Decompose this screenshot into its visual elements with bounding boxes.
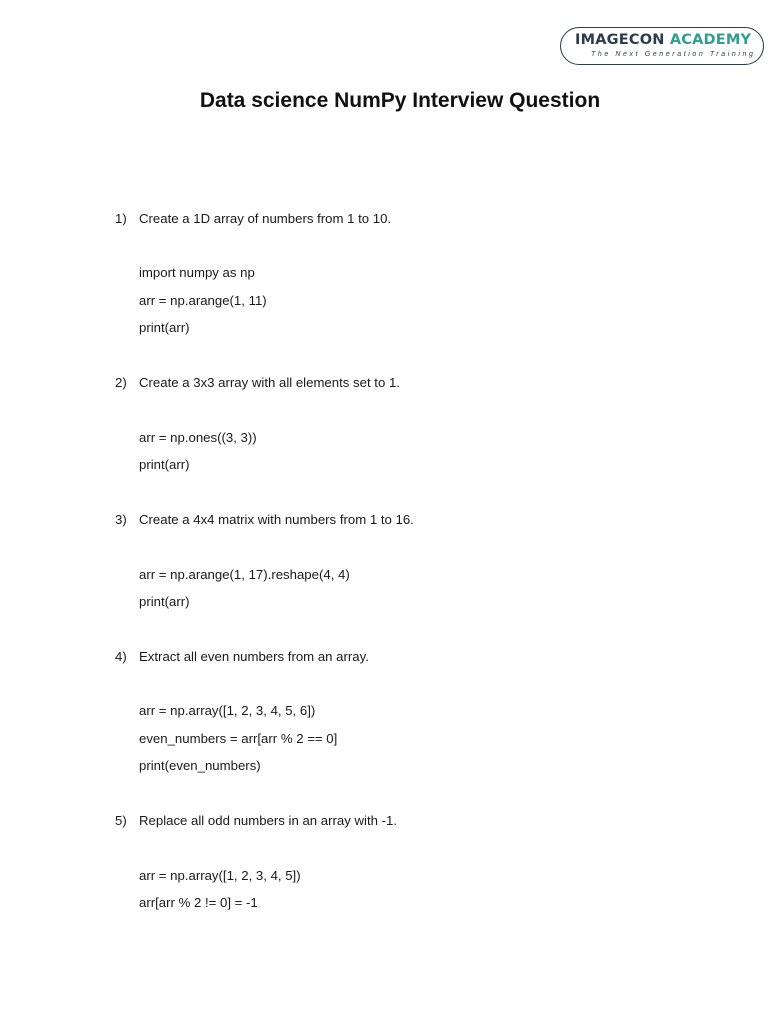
logo-name — [575, 32, 751, 48]
page-title: Data science NumPy Interview Question — [199, 89, 601, 112]
code-line: print(even_numbers) — [139, 758, 261, 773]
question-text: Create a 4x4 matrix with numbers from 1 to 16. — [139, 512, 414, 527]
question-text: Create a 3x3 array with all elements set to 1. — [139, 375, 400, 390]
question-text: Extract all even numbers from an array. — [139, 649, 369, 664]
code-line: even_numbers = arr[arr % 2 == 0] — [139, 731, 338, 746]
code-line: print(arr) — [139, 320, 190, 335]
question-number: 5) — [115, 813, 127, 828]
question-number: 3) — [115, 512, 127, 527]
code-line: arr = np.arange(1, 17).reshape(4, 4) — [139, 567, 350, 582]
logo-tagline: The Next Generation Training — [591, 51, 756, 58]
code-line: arr = np.arange(1, 11) — [139, 293, 267, 308]
code-line: print(arr) — [139, 457, 190, 472]
logo-word-academy: ACADEMY — [669, 32, 752, 48]
question-number: 1) — [115, 211, 127, 226]
logo-word-imagecon: IMAGECON — [575, 32, 665, 48]
code-line: import numpy as np — [139, 265, 255, 280]
code-line: arr = np.array([1, 2, 3, 4, 5, 6]) — [139, 703, 316, 718]
code-line: arr[arr % 2 != 0] = -1 — [139, 895, 258, 910]
code-line: arr = np.ones((3, 3)) — [139, 430, 257, 445]
question-text: Create a 1D array of numbers from 1 to 10. — [139, 211, 392, 226]
academy-logo — [560, 27, 764, 65]
code-line: print(arr) — [139, 594, 190, 609]
question-text: Replace all odd numbers in an array with -1. — [139, 813, 398, 828]
code-line: arr = np.array([1, 2, 3, 4, 5]) — [139, 868, 301, 883]
question-number: 4) — [115, 649, 127, 664]
question-number: 2) — [115, 375, 127, 390]
